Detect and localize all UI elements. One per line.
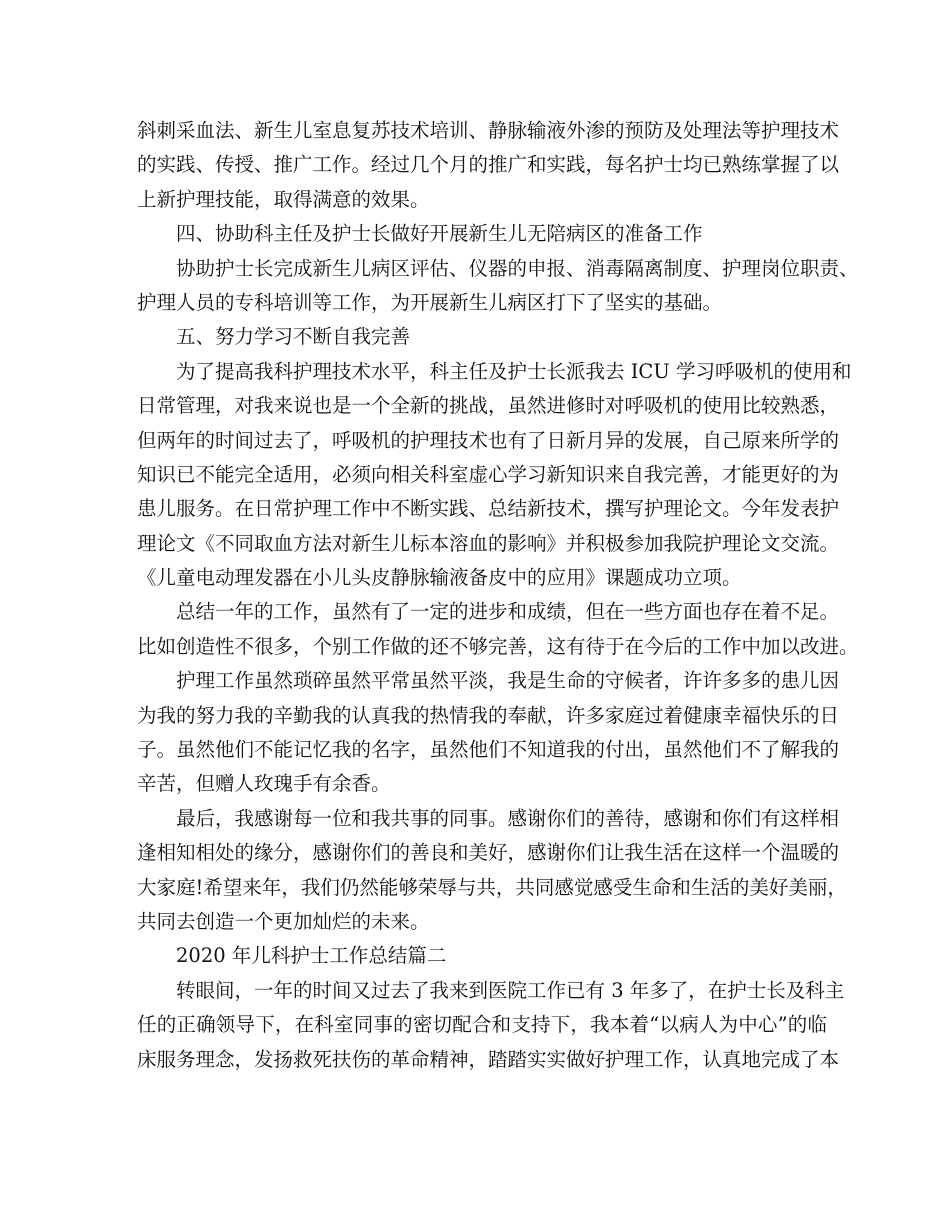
- text-line: 大家庭!希望来年，我们仍然能够荣辱与共，共同感觉感受生命和生活的美好美丽，: [137, 875, 847, 899]
- section-title: 2020 年儿科护士工作总结篇二: [176, 944, 447, 968]
- text-line: 护理工作虽然琐碎虽然平常虽然平淡，我是生命的守候者，许许多多的患儿因: [176, 669, 840, 693]
- text-line: 理论文《不同取血方法对新生儿标本溶血的影响》并积极参加我院护理论文交流。: [137, 531, 840, 555]
- text-line: 日常管理，对我来说也是一个全新的挑战，虽然进修时对呼吸机的使用比较熟悉，: [137, 394, 840, 418]
- text-line: 辛苦，但赠人玫瑰手有余香。: [137, 772, 391, 796]
- text-line: 子。虽然他们不能记忆我的名字，虽然他们不知道我的付出，虽然他们不了解我的: [137, 738, 840, 762]
- text-line: 床服务理念，发扬救死扶伤的革命精神，踏踏实实做好护理工作，认真地完成了本: [137, 1047, 840, 1071]
- text-line: 上新护理技能，取得满意的效果。: [137, 187, 430, 211]
- text-line: 总结一年的工作，虽然有了一定的进步和成绩，但在一些方面也存在着不足。: [176, 600, 840, 624]
- text-line: 逢相知相处的缘分，感谢你们的善良和美好，感谢你们让我生活在这样一个温暖的: [137, 841, 840, 865]
- section-heading: 五、努力学习不断自我完善: [176, 325, 411, 349]
- text-line: 患儿服务。在日常护理工作中不断实践、总结新技术，撰写护理论文。今年发表护: [137, 497, 840, 521]
- text-line: 为了提高我科护理技术水平，科主任及护士长派我去 ICU 学习呼吸机的使用和: [176, 359, 852, 383]
- text-line: 转眼间，一年的时间又过去了我来到医院工作已有 3 年多了，在护士长及科主: [176, 978, 845, 1002]
- text-line: 任的正确领导下，在科室同事的密切配合和支持下，我本着“以病人为中心”的临: [137, 1013, 827, 1037]
- text-line: 协助护士长完成新生儿病区评估、仪器的申报、消毒隔离制度、护理岗位职责、: [176, 256, 859, 280]
- text-line: 最后，我感谢每一位和我共事的同事。感谢你们的善待，感谢和你们有这样相: [176, 806, 840, 830]
- text-line: 比如创造性不很多，个别工作做的还不够完善，这有待于在今后的工作中加以改进。: [137, 634, 859, 658]
- text-line: 斜刺采血法、新生儿室息复苏技术培训、静脉输液外渗的预防及处理法等护理技术: [137, 119, 840, 142]
- text-line: 共同去创造一个更加灿烂的未来。: [137, 909, 430, 933]
- text-line: 《儿童电动理发器在小儿头皮静脉输液备皮中的应用》课题成功立项。: [137, 566, 742, 590]
- section-heading: 四、协助科主任及护士长做好开展新生儿无陪病区的准备工作: [176, 222, 703, 246]
- text-line: 知识已不能完全适用，必须向相关科室虚心学习新知识来自我完善，才能更好的为: [137, 462, 840, 486]
- text-line: 为我的努力我的辛勤我的认真我的热情我的奉献，许多家庭过着健康幸福快乐的日: [137, 703, 840, 727]
- text-line: 护理人员的专科培训等工作，为开展新生儿病区打下了坚实的基础。: [137, 290, 723, 314]
- document-body: [137, 114, 859, 1077]
- text-line: 的实践、传授、推广工作。经过几个月的推广和实践，每名护士均已熟练掌握了以: [137, 153, 840, 177]
- text-line: 但两年的时间过去了，呼吸机的护理技术也有了日新月异的发展，自己原来所学的: [137, 428, 840, 452]
